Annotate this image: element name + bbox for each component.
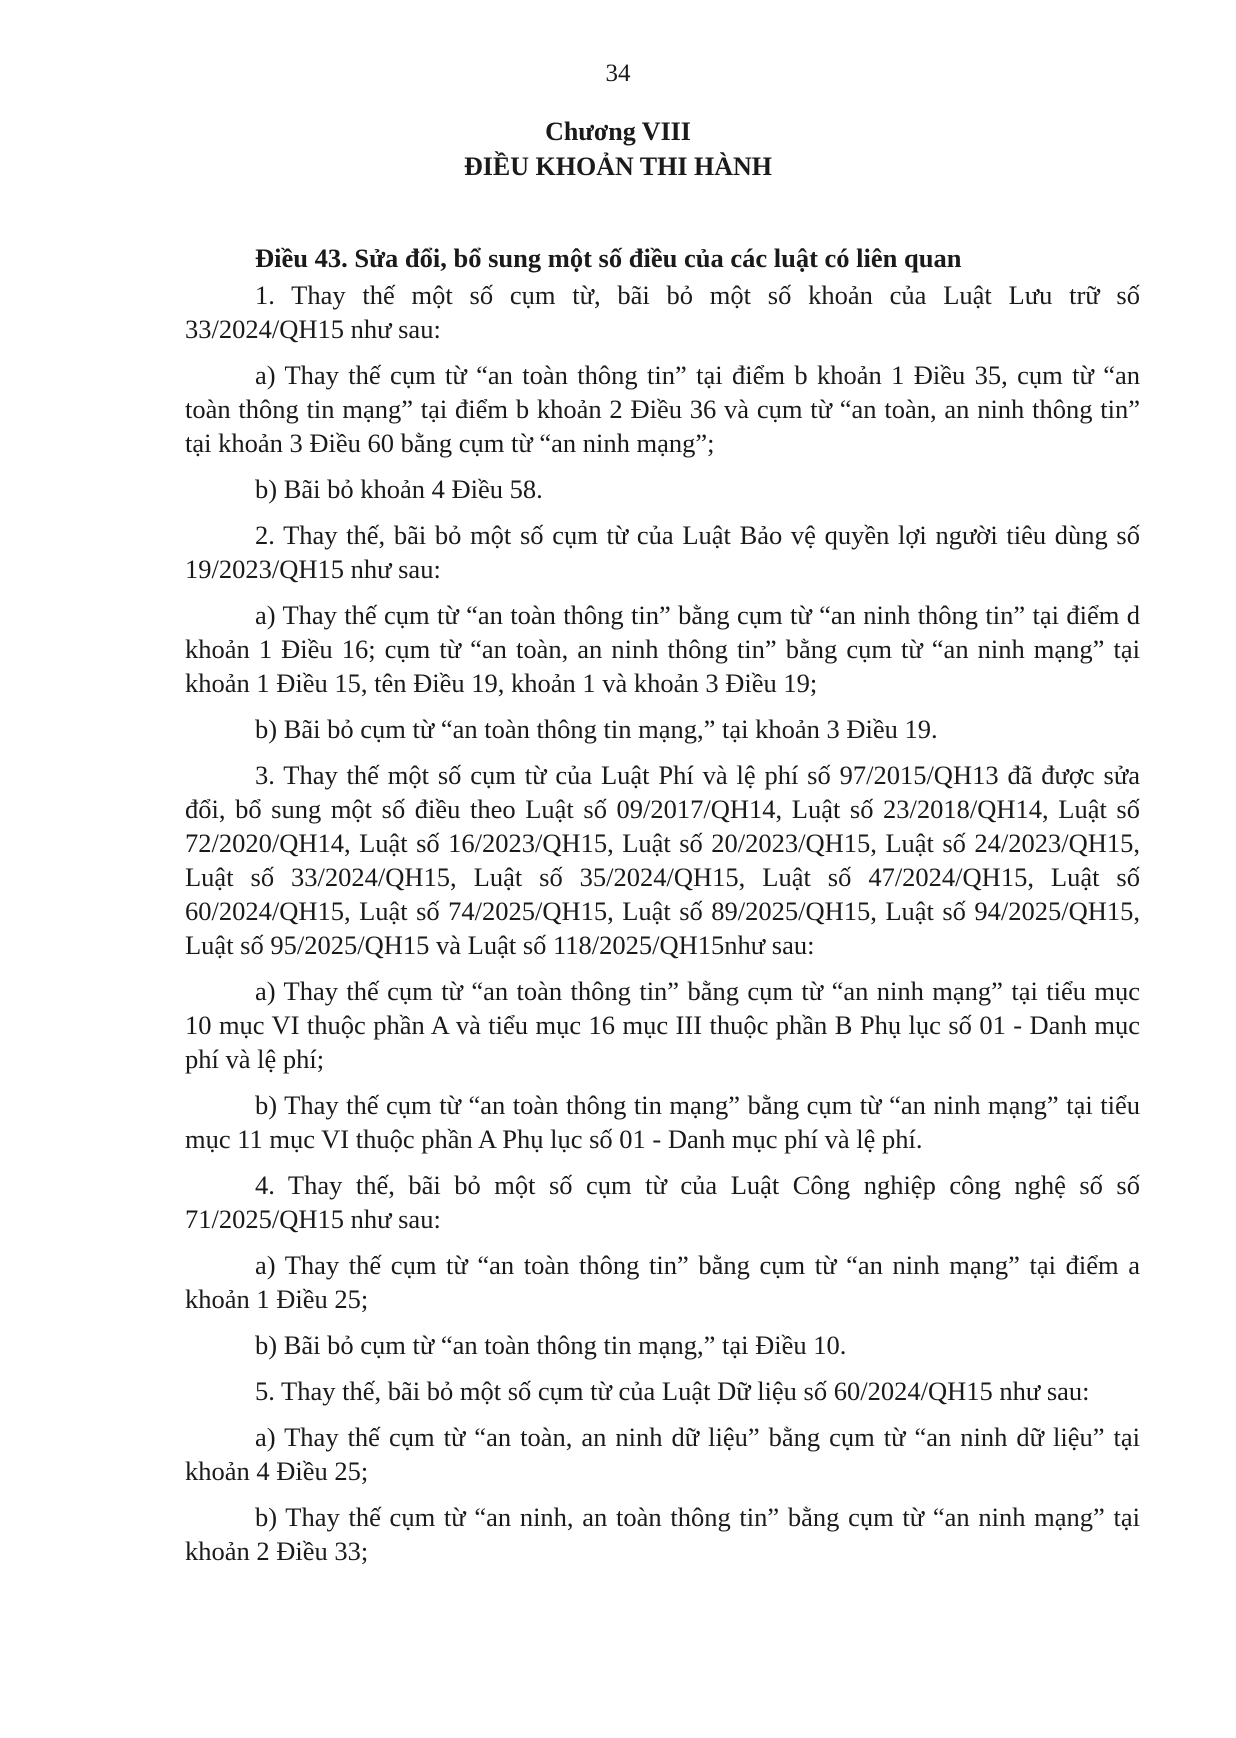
paragraph: a) Thay thế cụm từ “an toàn thông tin” bằng cụm từ “an ninh mạng” tại tiểu mục 10 mục VI thuộc phần A và tiểu mục 16 mục III thuộc phần B Phụ lục số 01 - Danh mục phí và lệ phí; bbox=[185, 976, 1140, 1074]
paragraph: b) Bãi bỏ khoản 4 Điều 58. bbox=[255, 474, 543, 504]
document-body bbox=[185, 241, 1140, 1580]
paragraph: a) Thay thế cụm từ “an toàn thông tin” bằng cụm từ “an ninh mạng” tại điểm a khoản 1 Điều 25; bbox=[185, 1250, 1140, 1314]
paragraph: b) Thay thế cụm từ “an toàn thông tin mạng” bằng cụm từ “an ninh mạng” tại tiểu mục 11 mục VI thuộc phần A Phụ lục số 01 - Danh mục phí và lệ phí. bbox=[185, 1090, 1140, 1154]
chapter-title: ĐIỀU KHOẢN THI HÀNH bbox=[464, 152, 772, 181]
paragraph: b) Bãi bỏ cụm từ “an toàn thông tin mạng,” tại khoản 3 Điều 19. bbox=[255, 714, 938, 744]
paragraph: b) Bãi bỏ cụm từ “an toàn thông tin mạng,” tại Điều 10. bbox=[255, 1330, 847, 1360]
article-title: Điều 43. Sửa đổi, bổ sung một số điều của các luật có liên quan bbox=[255, 243, 962, 273]
paragraph: a) Thay thế cụm từ “an toàn thông tin” bằng cụm từ “an ninh thông tin” tại điểm d khoản 1 Điều 16; cụm từ “an toàn, an ninh thông tin” bằng cụm từ “an ninh mạng” tại khoản 1 Điều 15, tên Điều 19, khoản 1 và khoản 3 Điều 19; bbox=[185, 600, 1140, 698]
chapter-number: Chương VIII bbox=[545, 117, 691, 146]
paragraph: a) Thay thế cụm từ “an toàn thông tin” tại điểm b khoản 1 Điều 35, cụm từ “an toàn thông tin mạng” tại điểm b khoản 2 Điều 36 và cụm từ “an toàn, an ninh thông tin” tại khoản 3 Điều 60 bằng cụm từ “an ninh mạng”; bbox=[185, 360, 1140, 458]
chapter-heading bbox=[0, 114, 1236, 184]
paragraph: a) Thay thế cụm từ “an toàn, an ninh dữ liệu” bằng cụm từ “an ninh dữ liệu” tại khoản 4 Điều 25; bbox=[185, 1422, 1140, 1486]
paragraph: 2. Thay thế, bãi bỏ một số cụm từ của Luật Bảo vệ quyền lợi người tiêu dùng số 19/2023/QH15 như sau: bbox=[185, 520, 1140, 584]
paragraph: 1. Thay thế một số cụm từ, bãi bỏ một số khoản của Luật Lưu trữ số 33/2024/QH15 như sau: bbox=[185, 280, 1140, 344]
paragraph: b) Thay thế cụm từ “an ninh, an toàn thông tin” bằng cụm từ “an ninh mạng” tại khoản 2 Điều 33; bbox=[185, 1502, 1140, 1566]
paragraph: 4. Thay thế, bãi bỏ một số cụm từ của Luật Công nghiệp công nghệ số số 71/2025/QH15 như sau: bbox=[185, 1170, 1140, 1234]
page-number: 34 bbox=[605, 60, 631, 87]
paragraph: 5. Thay thế, bãi bỏ một số cụm từ của Luật Dữ liệu số 60/2024/QH15 như sau: bbox=[255, 1376, 1090, 1406]
paragraph: 3. Thay thế một số cụm từ của Luật Phí và lệ phí số 97/2015/QH13 đã được sửa đổi, bổ sung một số điều theo Luật số 09/2017/QH14, Luật số 23/2018/QH14, Luật số 72/2020/QH14, Luật số 16/2023/QH15, Luật số 20/2023/QH15, Luật số 24/2023/QH15, Luật số 33/2024/QH15, Luật số 35/2024/QH15, Luật số 47/2024/QH15, Luật số 60/2024/QH15, Luật số 74/2025/QH15, Luật số 89/2025/QH15, Luật số 94/2025/QH15, Luật số 95/2025/QH15 và Luật số 118/2025/QH15như sau: bbox=[185, 760, 1140, 960]
